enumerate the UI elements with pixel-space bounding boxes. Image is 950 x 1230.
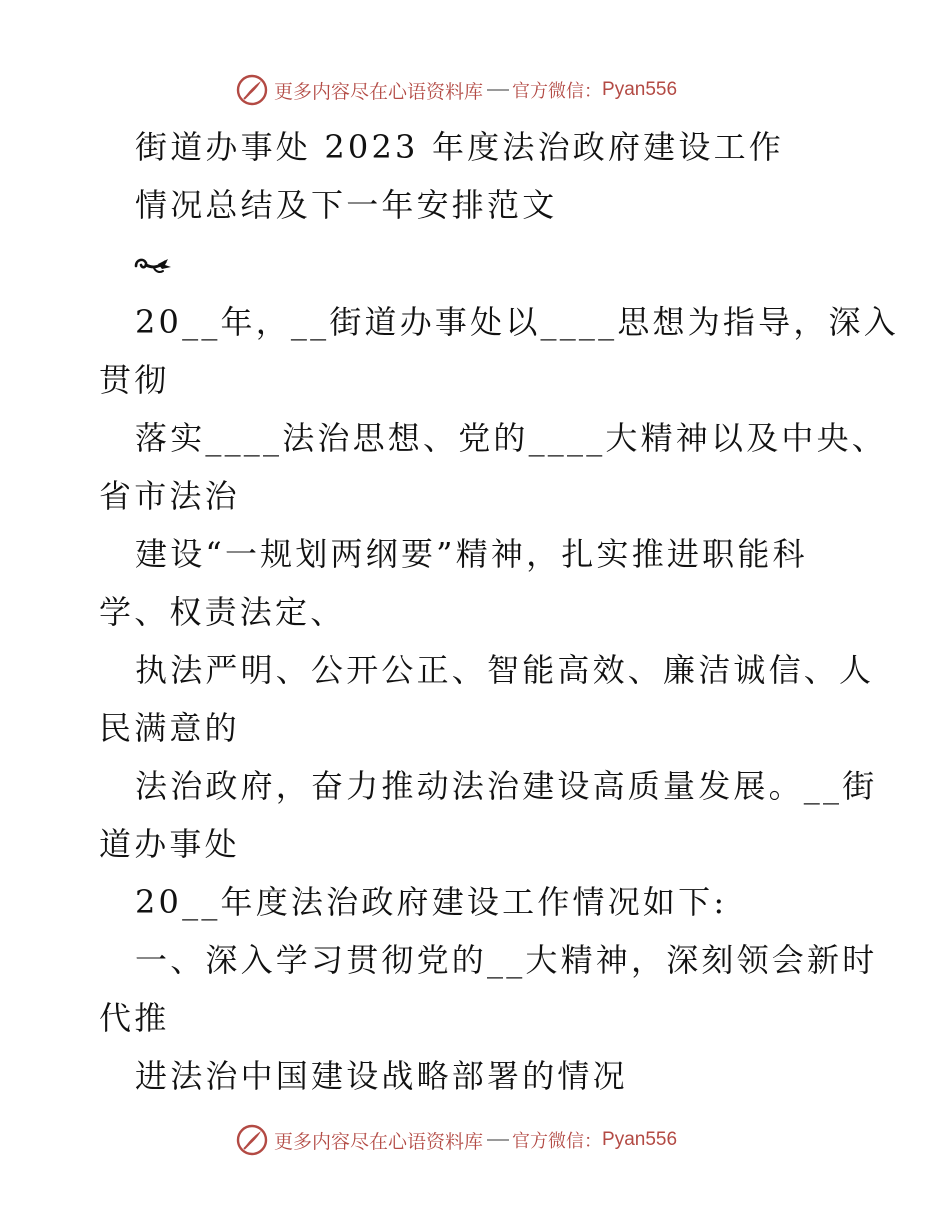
watermark-divider [487,1139,509,1141]
watermark-wechat-id: Pyan556 [602,1129,678,1150]
watermark-divider [487,89,509,91]
watermark-text: 更多内容尽在心语资料库 [274,1130,484,1153]
watermark-label: 官方微信： [512,1131,603,1152]
watermark-label: 官方微信： [512,81,603,102]
body-line: 省市法治 [99,477,240,515]
body-line: 法治政府，奋力推动法治建设高质量发展。__街 [135,767,878,805]
footer-watermark [236,1123,677,1157]
quill-logo-icon [236,74,268,106]
body-line: 学、权责法定、 [99,593,346,631]
header-watermark [236,73,677,107]
document-title-line-1: 街道办事处 2023 年度法治政府建设工作 [135,128,784,166]
fleuron-ornament-icon [132,250,174,278]
section-heading-line: 进法治中国建设战略部署的情况 [135,1057,628,1095]
body-line: 贯彻 [99,361,170,399]
quill-logo-icon [236,1124,268,1156]
document-title-line-2: 情况总结及下一年安排范文 [135,186,558,224]
body-line: 20__年度法治政府建设工作情况如下: [135,883,728,921]
section-heading-line: 代推 [99,999,170,1037]
body-line: 道办事处 [99,825,240,863]
body-line: 20__年，__街道办事处以____思想为指导，深入 [135,303,899,341]
body-line: 民满意的 [99,709,240,747]
section-heading-line: 一、深入学习贯彻党的__大精神，深刻领会新时 [135,941,878,979]
body-line: 执法严明、公开公正、智能高效、廉洁诚信、人 [135,651,875,689]
watermark-wechat-id: Pyan556 [602,79,678,100]
body-line: 建设“一规划两纲要”精神，扎实推进职能科 [135,535,808,573]
watermark-text: 更多内容尽在心语资料库 [274,80,484,103]
body-line: 落实____法治思想、党的____大精神以及中央、 [135,419,888,457]
